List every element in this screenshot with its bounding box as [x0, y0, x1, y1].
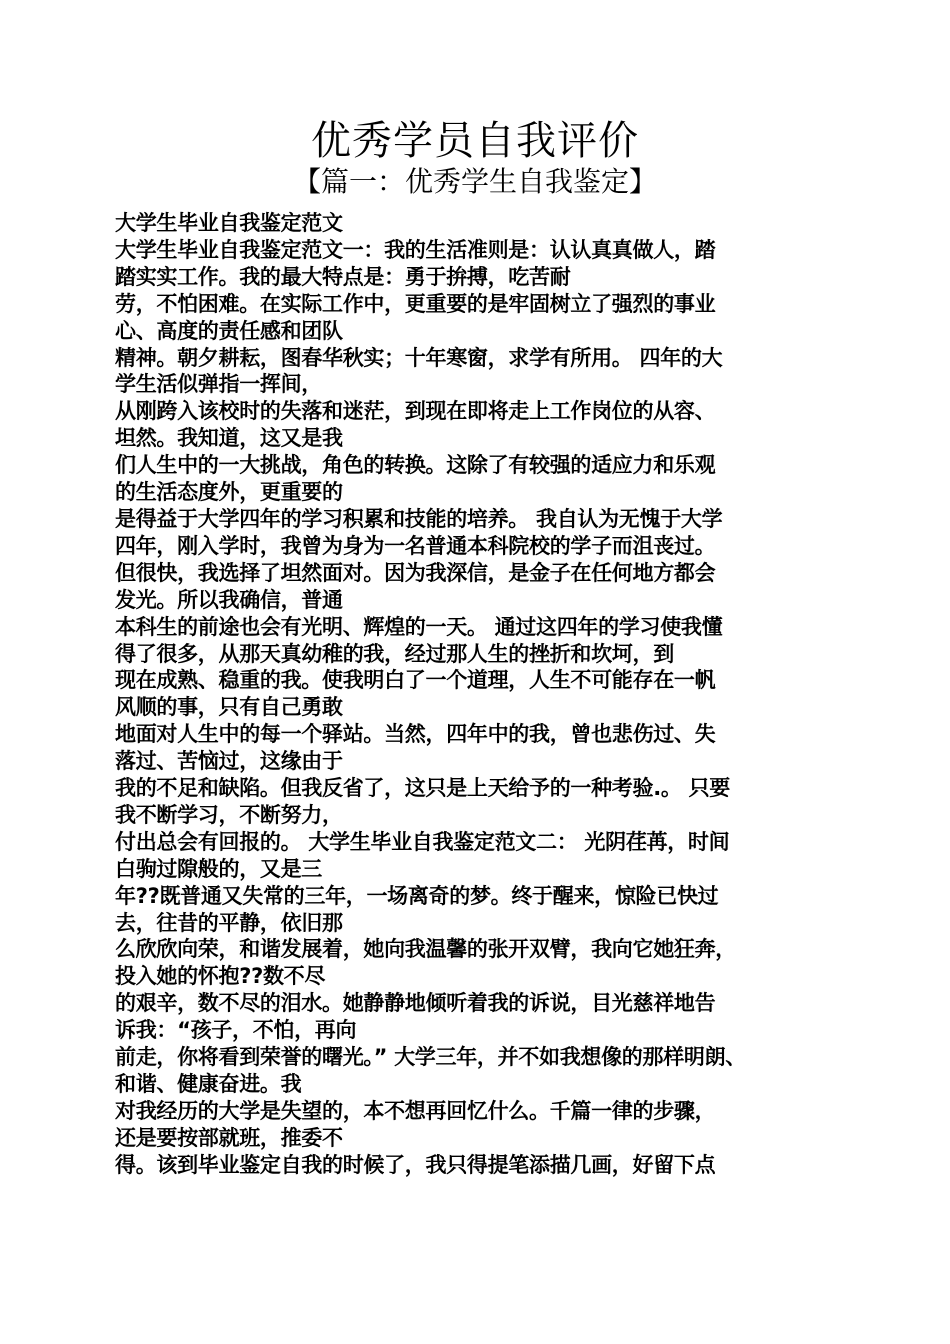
body-line: 白驹过隙般的，又是三: [115, 856, 322, 881]
body-line: 付出总会有回报的。 大学生毕业自我鉴定范文二： 光阴荏苒，时间: [115, 829, 730, 854]
body-line: 但很快，我选择了坦然面对。因为我深信，是金子在任何地方都会: [115, 560, 716, 585]
body-line: 前走，你将看到荣誉的曙光。” 大学三年，并不如我想像的那样明朗、: [115, 1045, 747, 1070]
body-line: 踏实实工作。我的最大特点是：勇于拚搏，吃苦耐: [115, 264, 571, 289]
body-line: 们人生中的一大挑战，角色的转换。这除了有较强的适应力和乐观: [115, 453, 716, 478]
body-line: 是得益于大学四年的学习积累和技能的培养。 我自认为无愧于大学: [115, 506, 723, 531]
body-line: 大学生毕业自我鉴定范文一：我的生活准则是：认认真真做人，踏: [115, 237, 716, 262]
document-subtitle: 【篇一：优秀学生自我鉴定】: [292, 165, 657, 198]
body-line: 四年，刚入学时，我曾为身为一名普通本科院校的学子而沮丧过。: [115, 533, 716, 558]
body-line: 投入她的怀抱??数不尽: [115, 964, 326, 989]
body-line: 心、高度的责任感和团队: [115, 318, 343, 343]
body-line: 大学生毕业自我鉴定范文: [115, 211, 343, 235]
document-body: [115, 210, 845, 1179]
body-line: 对我经历的大学是失望的，本不想再回忆什么。千篇一律的步骤，: [115, 1098, 716, 1123]
body-line: 的艰辛，数不尽的泪水。她静静地倾听着我的诉说，目光慈祥地告: [115, 991, 716, 1016]
body-line: 从刚跨入该校时的失落和迷茫，到现在即将走上工作岗位的从容、: [115, 399, 716, 424]
body-line: 发光。所以我确信，普通: [115, 587, 343, 612]
body-line: 得了很多，从那天真幼稚的我，经过那人生的挫折和坎坷，到: [115, 641, 674, 666]
body-line: 学生活似弹指一挥间，: [115, 372, 322, 397]
body-line: 落过、苦恼过，这缘由于: [115, 749, 343, 774]
body-line: 劳，不怕困难。在实际工作中，更重要的是牢固树立了强烈的事业: [115, 291, 716, 316]
body-line: 风顺的事，只有自己勇敢: [115, 695, 343, 720]
body-line: 坦然。我知道，这又是我: [115, 426, 343, 451]
body-line: 诉我：“孩子，不怕，再向: [115, 1018, 357, 1043]
document-title: 优秀学员自我评价: [311, 118, 639, 164]
body-line: 得。该到毕业鉴定自我的时候了，我只得提笔添描几画，好留下点: [115, 1152, 716, 1177]
body-line: 地面对人生中的每一个驿站。当然，四年中的我，曾也悲伤过、失: [115, 722, 716, 747]
body-line: 去，往昔的平静，依旧那: [115, 910, 343, 935]
body-line: 现在成熟、稳重的我。使我明白了一个道理，人生不可能存在一帆: [115, 668, 716, 693]
body-line: 本科生的前途也会有光明、辉煌的一天。 通过这四年的学习使我懂: [115, 614, 723, 639]
body-line: 还是要按部就班，推委不: [115, 1125, 343, 1150]
body-line: 的生活态度外，更重要的: [115, 480, 343, 505]
body-line: 和谐、健康奋进。我: [115, 1072, 302, 1096]
body-line: 我不断学习，不断努力，: [115, 802, 343, 827]
body-line: 精神。朝夕耕耘，图春华秋实；十年寒窗，求学有所用。 四年的大: [115, 345, 723, 370]
body-line: 年??既普通又失常的三年，一场离奇的梦。终于醒来，惊险已快过: [115, 883, 719, 908]
body-line: 么欣欣向荣，和谐发展着，她向我温馨的张开双臂，我向它她狂奔，: [115, 937, 736, 962]
body-line: 我的不足和缺陷。但我反省了，这只是上天给予的一种考验.。 只要: [115, 776, 730, 801]
